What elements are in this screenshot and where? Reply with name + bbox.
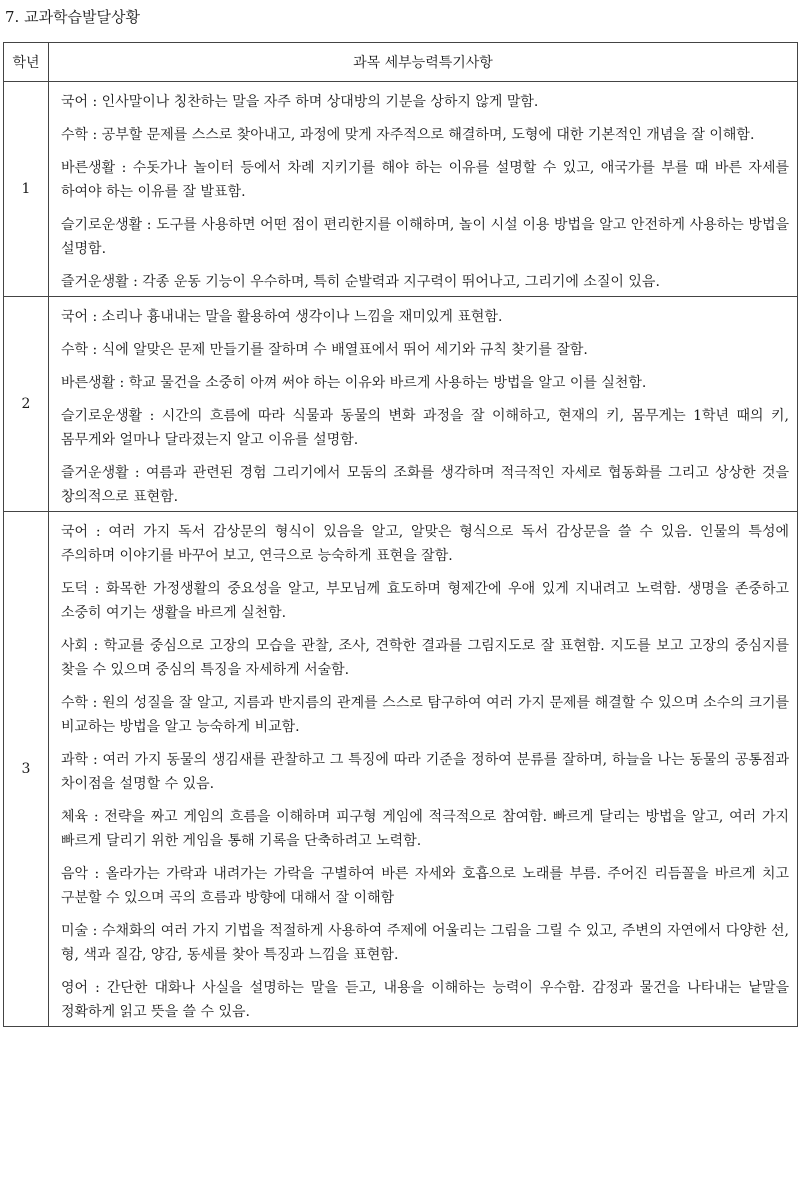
entry-science: 과학 : 여러 가지 동물의 생김새를 관찰하고 그 특징에 따라 기준을 정하여 분류를 잘하며, 하늘을 나는 동물의 공통점과 차이점을 설명할 수 있음.	[61, 752, 789, 792]
entry-joyful-life: 즐거운생활 : 여름과 관련된 경험 그리기에서 모둠의 조화를 생각하며 적극적인 자세로 협동화를 그리고 상상한 것을 창의적으로 표현함.	[61, 465, 789, 505]
entry-korean: 국어 : 인사말이나 칭찬하는 말을 자주 하며 상대방의 기분을 상하지 않게 말함.	[61, 94, 539, 110]
entry-math: 수학 : 공부할 문제를 스스로 찾아내고, 과정에 맞게 자주적으로 해결하며, 도형에 대한 기본적인 개념을 잘 이해함.	[61, 127, 755, 143]
section-title: 7. 교과학습발달상황	[5, 8, 141, 26]
entry-wise-life: 슬기로운생활 : 시간의 흐름에 따라 식물과 동물의 변화 과정을 잘 이해하고, 현재의 키, 몸무게는 1학년 때의 키, 몸무게와 얼마나 달라졌는지 알고 이유를 설명함.	[61, 408, 789, 448]
table-header-row	[4, 43, 798, 82]
detail-cell	[49, 82, 798, 297]
grade-cell: 2	[4, 297, 49, 512]
entry-math: 수학 : 식에 알맞은 문제 만들기를 잘하며 수 배열표에서 뛰어 세기와 규칙 찾기를 잘함.	[61, 342, 588, 358]
grade-cell: 3	[4, 512, 49, 1027]
entry-korean: 국어 : 여러 가지 독서 감상문의 형식이 있음을 알고, 알맞은 형식으로 독서 감상문을 쓸 수 있음. 인물의 특성에 주의하며 이야기를 바꾸어 보고, 연극으로 능숙하게 표현을 잘함.	[61, 524, 789, 564]
detail-cell	[49, 512, 798, 1027]
header-detail: 과목 세부능력특기사항	[49, 43, 798, 82]
table-row	[4, 512, 798, 1027]
entry-art: 미술 : 수채화의 여러 가지 기법을 적절하게 사용하여 주제에 어울리는 그림을 그릴 수 있고, 주변의 자연에서 다양한 선, 형, 색과 질감, 양감, 동세를 찾아 특징과 느낌을 표현함.	[61, 923, 789, 963]
entry-music: 음악 : 올라가는 가락과 내려가는 가락을 구별하여 바른 자세와 호흡으로 노래를 부름. 주어진 리듬꼴을 바르게 치고 구분할 수 있으며 곡의 흐름과 방향에 대해서 잘 이해함	[61, 866, 789, 906]
entry-joyful-life: 즐거운생활 : 각종 운동 기능이 우수하며, 특히 순발력과 지구력이 뛰어나고, 그리기에 소질이 있음.	[61, 274, 660, 290]
entry-pe: 체육 : 전략을 짜고 게임의 흐름을 이해하며 피구형 게임에 적극적으로 참여함. 빠르게 달리는 방법을 알고, 여러 가지 빠르게 달리기 위한 게임을 통해 기록을 단축하려고 노력함.	[61, 809, 789, 849]
detail-cell	[49, 297, 798, 512]
entry-english: 영어 : 간단한 대화나 사실을 설명하는 말을 듣고, 내용을 이해하는 능력이 우수함. 감정과 물건을 나타내는 낱말을 정확하게 읽고 뜻을 쓸 수 있음.	[61, 980, 789, 1020]
subject-detail-table	[3, 42, 798, 1027]
table-row	[4, 82, 798, 297]
entry-social-studies: 사회 : 학교를 중심으로 고장의 모습을 관찰, 조사, 견학한 결과를 그림지도로 잘 표현함. 지도를 보고 고장의 중심지를 찾을 수 있으며 중심의 특징을 자세하게 서술함.	[61, 638, 789, 678]
table-row	[4, 297, 798, 512]
header-grade: 학년	[4, 43, 49, 82]
entry-math: 수학 : 원의 성질을 잘 알고, 지름과 반지름의 관계를 스스로 탐구하여 여러 가지 문제를 해결할 수 있으며 소수의 크기를 비교하는 방법을 알고 능숙하게 비교함.	[61, 695, 789, 735]
entry-good-life: 바른생활 : 수돗가나 놀이터 등에서 차례 지키기를 해야 하는 이유를 설명할 수 있고, 애국가를 부를 때 바른 자세를 하여야 하는 이유를 잘 발표함.	[61, 160, 789, 200]
entry-good-life: 바른생활 : 학교 물건을 소중히 아껴 써야 하는 이유와 바르게 사용하는 방법을 알고 이를 실천함.	[61, 375, 647, 391]
entry-korean: 국어 : 소리나 흉내내는 말을 활용하여 생각이나 느낌을 재미있게 표현함.	[61, 309, 503, 325]
entry-wise-life: 슬기로운생활 : 도구를 사용하면 어떤 점이 편리한지를 이해하며, 놀이 시설 이용 방법을 알고 안전하게 사용하는 방법을 설명함.	[61, 217, 789, 257]
grade-cell: 1	[4, 82, 49, 297]
entry-ethics: 도덕 : 화목한 가정생활의 중요성을 알고, 부모님께 효도하며 형제간에 우애 있게 지내려고 노력함. 생명을 존중하고 소중히 여기는 생활을 바르게 실천함.	[61, 581, 789, 621]
